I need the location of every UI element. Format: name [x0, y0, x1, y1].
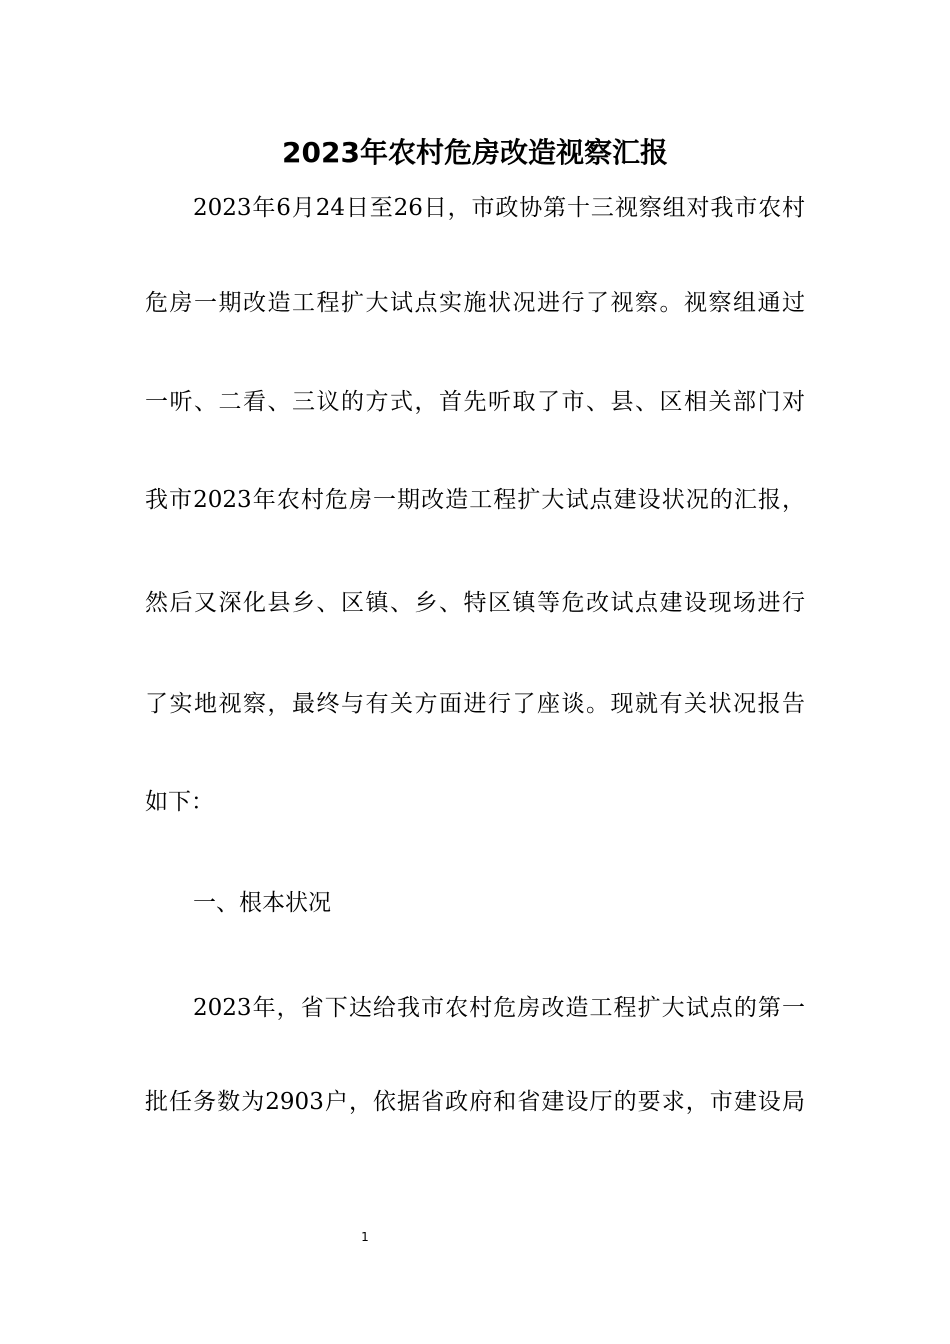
intro-line-3: 一听、二看、三议的方式，首先听取了市、县、区相关部门对 [145, 389, 805, 415]
intro-line-2: 危房一期改造工程扩大试点实施状况进行了视察。视察组通过 [145, 290, 805, 316]
section-line-1: 2023年，省下达给我市农村危房改造工程扩大试点的第一 [193, 995, 805, 1021]
page-number: 1 [361, 1230, 369, 1244]
intro-line-1: 2023年6月24日至26日，市政协第十三视察组对我市农村 [193, 195, 805, 221]
document-title: 2023年农村危房改造视察汇报 [282, 136, 668, 169]
intro-line-5: 然后又深化县乡、区镇、乡、特区镇等危改试点建设现场进行 [145, 590, 805, 616]
intro-line-6: 了实地视察，最终与有关方面进行了座谈。现就有关状况报告 [145, 691, 805, 717]
intro-line-7: 如下： [145, 789, 214, 815]
section-line-2: 批任务数为2903户，依据省政府和省建设厅的要求，市建设局 [145, 1089, 805, 1115]
intro-line-4: 我市2023年农村危房一期改造工程扩大试点建设状况的汇报， [145, 487, 805, 513]
section-heading: 一、根本状况 [193, 890, 331, 916]
